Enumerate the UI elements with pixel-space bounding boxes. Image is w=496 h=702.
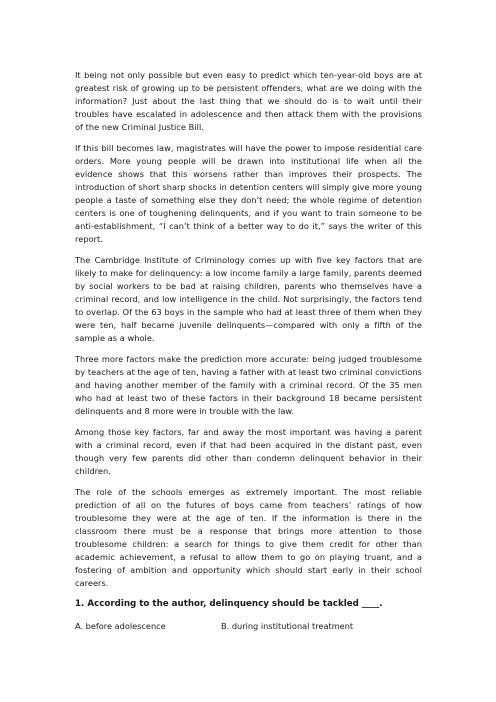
passage-paragraph-3: The Cambridge Institute of Criminology comes up with five key factors that are likely to make for delinquency: a low income family a large family, parents deemed by social workers to be bad at raising children, parents who themselves have a criminal record, and low intelligence in the child. Not surprisingly, the factors tend to overlap. Of the 63 boys in the sample who had at least three of them when they were ten, half became juvenile delinquents—compared with only a fifth of the sample as a whole. xyxy=(75,255,422,343)
passage-paragraph-4: Three more factors make the prediction more accurate: being judged troublesome by teachers at the age of ten, having a father with at least two criminal convictions and having another member of the family with a criminal record. Of the 35 men who had at least two of these factors in their background 18 became persistent delinquents and 8 more were in trouble with the law. xyxy=(75,354,422,416)
document-page xyxy=(75,69,422,633)
option-b: B. during institutional treatment xyxy=(221,621,354,631)
answer-options xyxy=(75,620,422,633)
passage-paragraph-5: Among those key factors, far and away the most important was having a parent with a criminal record, even if that had been acquired in the distant past, even though very few parents did other than condemn delinquent behavior in their children. xyxy=(75,427,422,476)
passage-paragraph-2: If this bill becomes law, magistrates will have the power to impose residential care orders. More young people will be drawn into institutional life when all the evidence shows that this worsens rather than improves their prospects. The introduction of short sharp shocks in detention centers will simply give more young people a taste of something else they don’t need; the whole regime of detention centers is one of toughening delinquents, and if you want to train someone to be anti-establishment, “I can’t think of a better way to do it,” says the writer of this report. xyxy=(75,143,422,244)
passage-paragraph-1: It being not only possible but even easy to predict which ten-year-old boys are at greatest risk of growing up to be persistent offenders, what are we doing with the information? Just about the last thing that we should do is to wait until their troubles have escalated in adolescence and then attack them with the provisions of the new Criminal Justice Bill. xyxy=(75,70,422,132)
option-a: A. before adolescence xyxy=(75,621,166,631)
question-text: 1. According to the author, delinquency should be tackled ____. xyxy=(75,599,383,609)
passage-paragraph-6: The role of the schools emerges as extremely important. The most reliable prediction of all on the futures of boys came from teachers’ ratings of how troublesome they were at the age of ten. If the information is there in the classroom there must be a response that brings more attention to those troublesome children: a search for things to give them credit for other than academic achievement, a refusal to allow them to go on playing truant, and a fostering of ambition and opportunity which should start early in their school careers. xyxy=(75,487,422,588)
